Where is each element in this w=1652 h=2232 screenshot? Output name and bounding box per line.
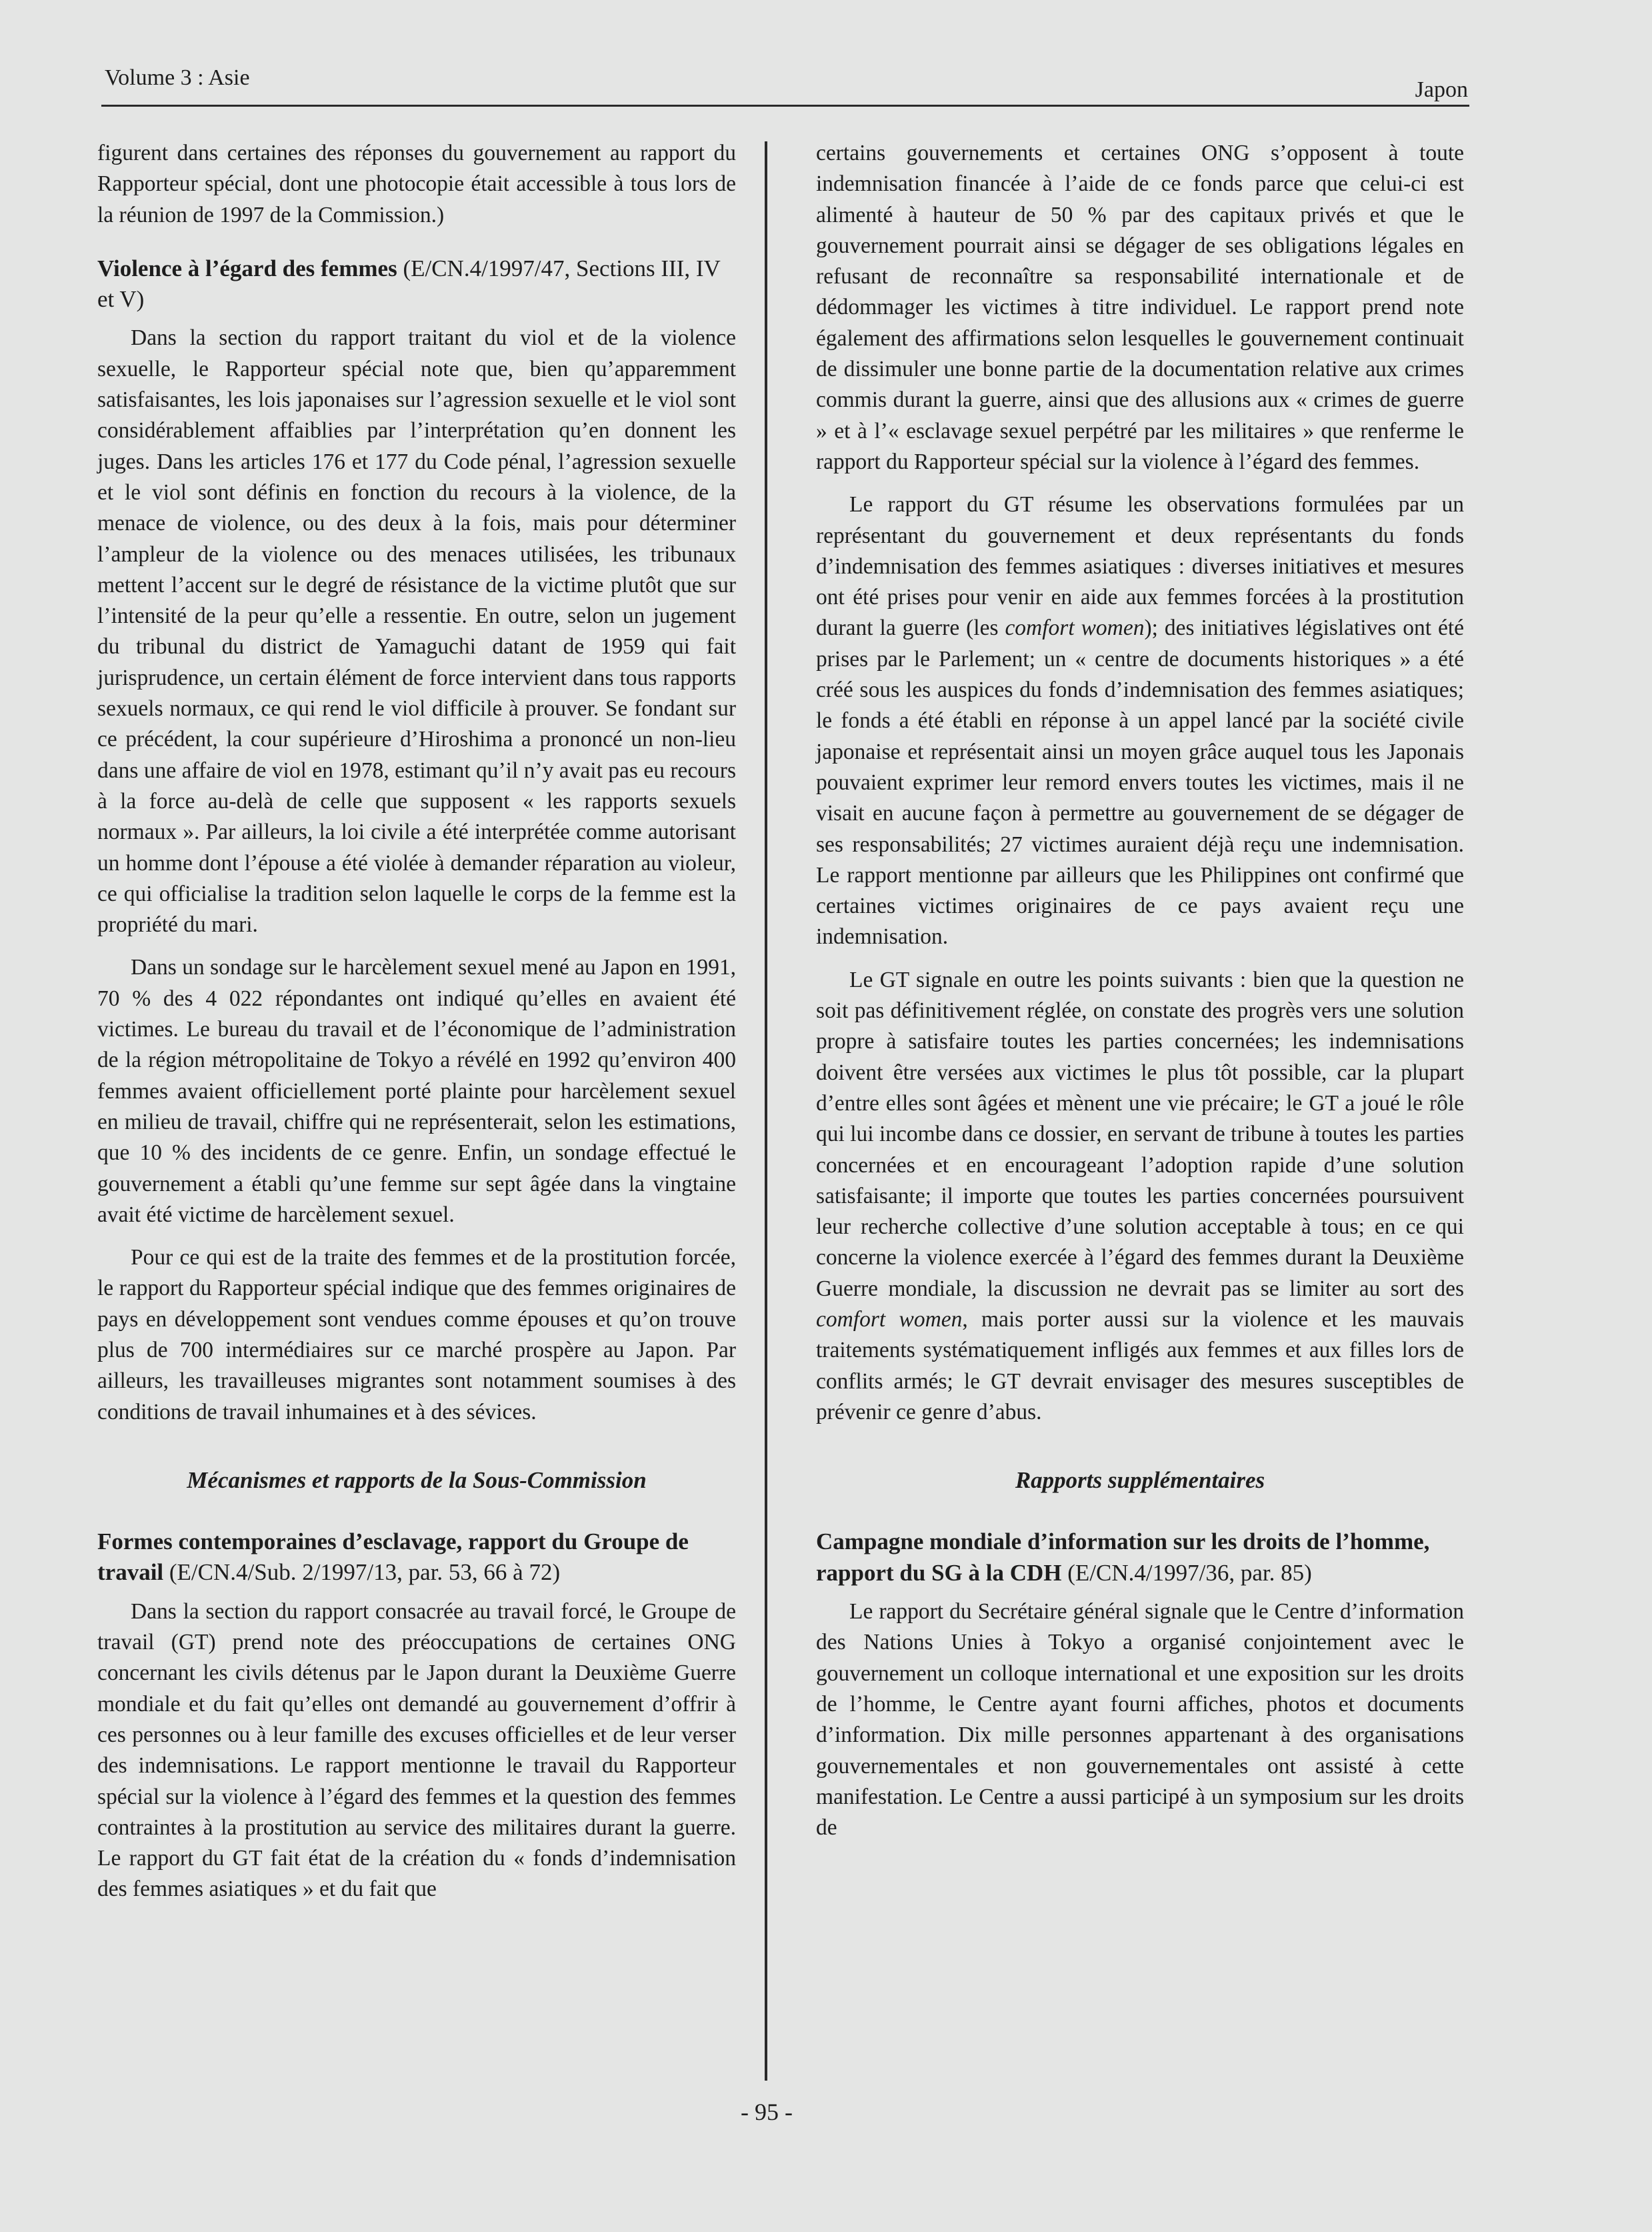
- section-heading-formes: [97, 1526, 736, 1588]
- section-reference: (E/CN.4/1997/36, par. 85): [1061, 1559, 1312, 1586]
- section-heading-violence: [97, 253, 736, 315]
- paragraph-fonds: certains gouvernements et certaines ONG s’opposent à toute indemnisation financée à l’aide de ce fonds parce que celui-ci est alimenté à hauteur de 50 % par des capitaux privés et que le gouvernement pourrait ainsi se dégager de ses obligations légales en refusant de reconnaître sa responsabilité internationale et de dédommager les victimes à titre individuel. Le rapport prend note également des affirmations selon lesquelles le gouvernement continuait de dissimuler une bonne partie de la documentation relative aux crimes commis durant la guerre, ainsi que des allusions aux « crimes de guerre » et à l’« esclavage sexuel perpétré par les militaires » que renferme le rapport du Rapporteur spécial sur la violence à l’égard des femmes.: [816, 141, 1464, 474]
- paragraph-centre-info: Le rapport du Secrétaire général signale que le Centre d’information des Nations Unies à Tokyo a organisé conjointement avec le gouvernement un colloque international et une exposition sur les droits de l’homme, le Centre ayant fourni affiches, photos et documents d’information. Dix mille personnes appartenant à des organisations gouvernementales et non gouvernementales ont assisté à cette manifestation. Le Centre a aussi participé à un symposium sur les droits de: [816, 1599, 1464, 1841]
- paragraph-travail-force: Dans la section du rapport consacrée au travail forcé, le Groupe de travail (GT) prend note des préoccupations de certaines ONG concernant les civils détenus par le Japon durant la Deuxième Guerre mondiale et du fait qu’elles ont demandé au gouvernement d’offrir à ces personnes ou à leur famille des excuses officielles et de leur verser des indemnisations. Le rapport mentionne le travail du Rapporteur spécial sur la violence à l’égard des femmes et la question des femmes contraintes à la prostitution au service des militaires durant la guerre. Le rapport du GT fait état de la création du « fonds d’indemnisation des femmes asiatiques » et du fait que: [97, 1598, 736, 1902]
- paragraph-harcelement: Dans un sondage sur le harcèlement sexuel mené au Japon en 1991, 70 % des 4 022 répondantes ont indiqué qu’elles en avaient été victimes. Le bureau du travail et de l’économique de l’administration de la région métropolitaine de Tokyo a révélé en 1992 qu’environ 400 femmes avaient officiellement porté plainte pour harcèlement sexuel en milieu de travail, chiffre qui ne représenterait, selon les estimations, que 10 % des incidents de ce genre. Enfin, un sondage effectué le gouvernement a établi qu’une femme sur sept âgée dans la vingtaine avait été victime de harcèlement sexuel.: [97, 955, 736, 1227]
- page-number: - 95 -: [741, 2099, 793, 2125]
- section-heading-mechanisms: Mécanismes et rapports de la Sous-Commission: [187, 1466, 647, 1493]
- paragraph-observations: Le rapport du GT résume les observations formulées par un représentant du gouvernement et deux représentants du fonds d’indemnisation des femmes asiatiques : diverses initiatives et mesures ont été prises pour venir en aide aux femmes forcées à la prostitution durant la guerre (les comfort women); des initiatives législatives ont été prises par le Parlement; un « centre de documents historiques » a été créé sous les auspices du fonds d’indemnisation des femmes asiatiques; le fonds a été établi en réponse à un appel lancé par la société civile japonaise et représentait ainsi un moyen grâce auquel tous les Japonais pouvaient exprimer leur remord envers toutes les victimes, mais il ne visait en aucune façon à permettre au gouvernement de se dégager de ses responsabilités; 27 victimes auraient déjà reçu une indemnisation. Le rapport mentionne par ailleurs que les Philippines ont confirmé que certaines victimes originaires de ce pays avaient reçu une indemnisation.: [816, 492, 1464, 950]
- section-reference: (E/CN.4/1997/47, Sections III, IV et V): [97, 255, 721, 313]
- section-title: Violence à l’égard des femmes: [97, 255, 397, 281]
- section-title: Campagne mondiale d’information sur les droits de l’homme, rapport du SG à la CDH: [816, 1528, 1430, 1586]
- section-reference: (E/CN.4/Sub. 2/1997/13, par. 53, 66 à 72): [163, 1559, 561, 1586]
- column-divider: [765, 141, 767, 2081]
- paragraph-viol: Dans la section du rapport traitant du viol et de la violence sexuelle, le Rapporteur spécial note que, bien qu’apparemment satisfaisantes, les lois japonaises sur l’agression sexuelle et le viol sont considérablement affaiblies par l’interprétation qu’en donnent les juges. Dans les articles 176 et 177 du Code pénal, l’agression sexuelle et le viol sont définis en fonction du recours à la violence, de la menace de violence, ou des deux à la fois, mais pour déterminer l’ampleur de la violence ou des menaces utilisées, les tribunaux mettent l’accent sur le degré de résistance de la victime plutôt que sur l’intensité de la peur qu’elle a ressentie. En outre, selon un jugement du tribunal du district de Yamaguchi datant de 1959 qui fait jurisprudence, un certain élément de force intervient dans tous rapports sexuels normaux, ce qui rend le viol difficile à prouver. Se fondant sur ce précédent, la cour supérieure d’Hiroshima a prononcé un non-lieu dans une affaire de viol en 1978, estimant qu’il n’y avait pas eu recours à la force au-delà de celle que supposent « les rapports sexuels normaux ». Par ailleurs, la loi civile a été interprétée comme autorisant un homme dont l’épouse a été violée à demander réparation au violeur, ce qui officialise la tradition selon laquelle le corps de la femme est la propriété du mari.: [97, 325, 736, 938]
- section-heading-campagne: [816, 1526, 1464, 1588]
- emphasis-term: comfort women: [1005, 616, 1145, 641]
- paragraph-intro: figurent dans certaines des réponses du gouvernement au rapport du Rapporteur spécial, dont une photocopie était accessible à tous lors de la réunion de 1997 de la Commission.): [97, 141, 736, 227]
- running-header-country: Japon: [1415, 77, 1468, 102]
- left-column: [97, 138, 736, 1905]
- section-heading-rapports: Rapports supplémentaires: [1015, 1467, 1265, 1494]
- section-title: Formes contemporaines d’esclavage, rapport du Groupe de travail: [97, 1528, 689, 1586]
- right-column: [816, 138, 1464, 1843]
- header-rule: [101, 105, 1469, 107]
- running-header-volume: Volume 3 : Asie: [105, 65, 250, 90]
- emphasis-term: comfort women: [816, 1306, 963, 1332]
- paragraph-points: Le GT signale en outre les points suivants : bien que la question ne soit pas définitivement réglée, on constate des progrès vers une solution propre à satisfaire toutes les parties concernées; les indemnisations doivent être versées aux victimes le plus tôt possible, car la plupart d’entre elles sont âgées et mènent une vie précaire; le GT a joué le rôle qui lui incombe dans ce dossier, en servant de tribune à toutes les parties concernées et en encourageant l’adoption rapide d’une solution satisfaisante; il importe que toutes les parties concernées poursuivent leur recherche collective d’une solution acceptable à tous; en ce qui concerne la violence exercée à l’égard des femmes durant la Deuxième Guerre mondiale, la discussion ne devrait pas se limiter au sort des comfort women, mais porter aussi sur la violence et les mauvais traitements systématiquement infligés aux femmes et aux filles lors de conflits armés; le GT devrait envisager des mesures susceptibles de prévenir ce genre d’abus.: [816, 967, 1464, 1424]
- paragraph-traite: Pour ce qui est de la traite des femmes et de la prostitution forcée, le rapport du Rapporteur spécial indique que des femmes originaires de pays en développement sont vendues comme épouses et qu’on trouve plus de 700 intermédiaires sur ce marché prospère au Japon. Par ailleurs, les travailleuses migrantes sont notamment soumises à des conditions de travail inhumaines et à des sévices.: [97, 1245, 736, 1424]
